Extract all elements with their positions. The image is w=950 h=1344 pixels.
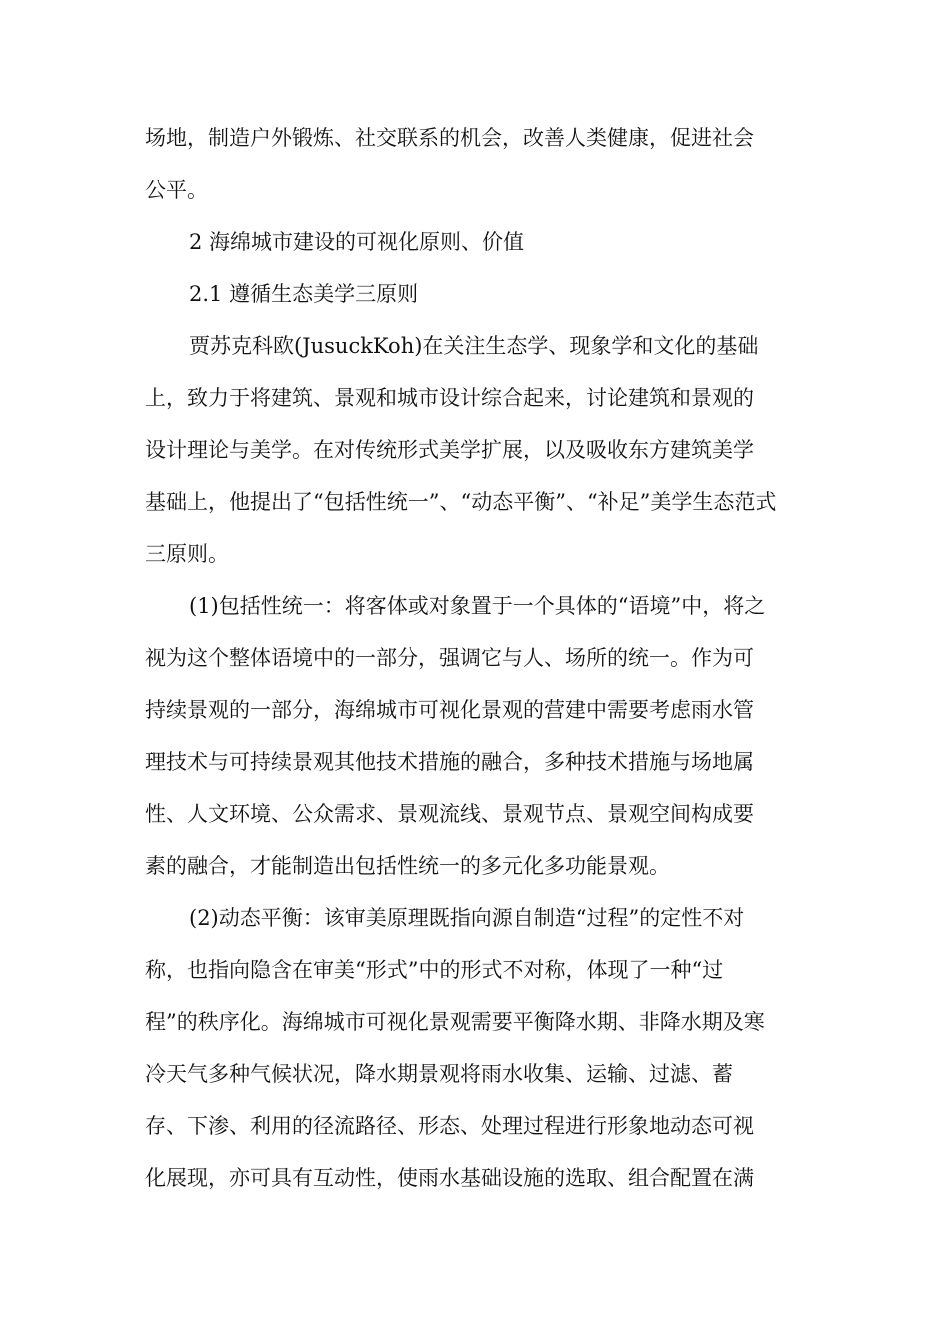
body-text-line: 存、下渗、利用的径流路径、形态、处理过程进行形象地动态可视 <box>145 1114 754 1138</box>
body-text-line: 化展现，亦可具有互动性，使雨水基础设施的选取、组合配置在满 <box>145 1166 754 1190</box>
body-text-line: 贾苏克科欧(JusuckKoh)在关注生态学、现象学和文化的基础 <box>189 334 759 358</box>
body-text-line: 性、人文环境、公众需求、景观流线、景观节点、景观空间构成要 <box>145 802 754 826</box>
body-text-line: 素的融合，才能制造出包括性统一的多元化多功能景观。 <box>145 854 670 878</box>
body-text-line: 公平。 <box>145 178 208 202</box>
body-text-line: (1)包括性统一：将客体或对象置于一个具体的“语境”中，将之 <box>189 594 766 618</box>
body-text-line: 基础上，他提出了“包括性统一”、“动态平衡”、“补足”美学生态范式 <box>145 490 777 514</box>
section-heading: 2 海绵城市建设的可视化原则、价值 <box>189 230 525 254</box>
body-text-line: 称，也指向隐含在审美“形式”中的形式不对称，体现了一种“过 <box>145 958 724 982</box>
body-text-line: 设计理论与美学。在对传统形式美学扩展，以及吸收东方建筑美学 <box>145 438 754 462</box>
body-text-line: 理技术与可持续景观其他技术措施的融合，多种技术措施与场地属 <box>145 750 754 774</box>
subsection-heading: 2.1 遵循生态美学三原则 <box>189 282 419 306</box>
body-text-line: 程”的秩序化。海绵城市可视化景观需要平衡降水期、非降水期及寒 <box>145 1010 765 1034</box>
body-text-line: 三原则。 <box>145 542 229 566</box>
body-text-line: (2)动态平衡：该审美原理既指向源自制造“过程”的定性不对 <box>189 906 745 930</box>
body-text-line: 上，致力于将建筑、景观和城市设计综合起来，讨论建筑和景观的 <box>145 386 754 410</box>
body-text-line: 场地，制造户外锻炼、社交联系的机会，改善人类健康，促进社会 <box>145 126 754 150</box>
body-text-line: 视为这个整体语境中的一部分，强调它与人、场所的统一。作为可 <box>145 646 754 670</box>
body-text-line: 持续景观的一部分，海绵城市可视化景观的营建中需要考虑雨水管 <box>145 698 754 722</box>
body-text-line: 冷天气多种气候状况，降水期景观将雨水收集、运输、过滤、蓄 <box>145 1062 733 1086</box>
